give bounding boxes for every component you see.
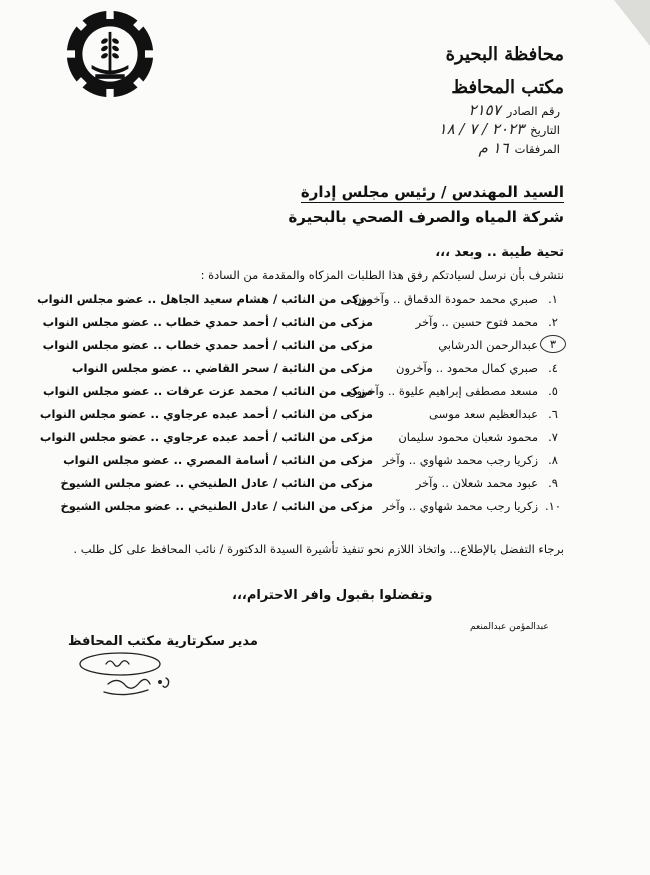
item-number: ٦. bbox=[548, 407, 558, 421]
list-item bbox=[42, 334, 564, 357]
item-applicant: مسعد مصطفى إبراهيم عليوة .. وآخرون bbox=[348, 384, 538, 398]
item-number: ٤. bbox=[548, 361, 558, 375]
issuer-header bbox=[446, 38, 564, 104]
item-endorser: مزكى من النائب / أحمد حمدي خطاب .. عضو مجلس النواب bbox=[42, 338, 373, 352]
addressee-block bbox=[288, 180, 564, 265]
list-item bbox=[43, 380, 564, 403]
salutation: وتفضلوا بقبول وافر الاحترام،،، bbox=[232, 588, 433, 603]
item-endorser: مزكى من النائبة / سحر القاضي .. عضو مجلس النواب bbox=[71, 361, 373, 375]
item-number: ١٠. bbox=[544, 499, 561, 513]
list-item bbox=[39, 403, 564, 426]
list-item bbox=[42, 311, 564, 334]
attachments-row bbox=[439, 139, 560, 158]
item-applicant: محمود شعبان محمود سليمان bbox=[398, 430, 538, 444]
item-endorser: مزكى من النائب / محمد عزت عرفات .. عضو مجلس النواب bbox=[43, 384, 373, 398]
attachments-label: المرفقات bbox=[514, 142, 560, 156]
item-applicant: عبدالعظيم سعد موسى bbox=[428, 407, 538, 421]
item-endorser: مزكى من النائب / هشام سعيد الجاهل .. عضو مجلس النواب bbox=[37, 292, 373, 306]
item-endorser: مزكى من النائب / أحمد عبده عرجاوي .. عضو مجلس النواب bbox=[39, 430, 373, 444]
date-row bbox=[439, 120, 560, 139]
governorate-logo bbox=[64, 8, 156, 100]
item-number-circled: ٣ bbox=[540, 335, 566, 353]
governorate-name: محافظة البحيرة bbox=[445, 44, 564, 65]
item-endorser: مزكى من النائب / أحمد حمدي خطاب .. عضو مجلس النواب bbox=[42, 315, 373, 329]
item-applicant: عبود محمد شعلان .. وآخر bbox=[415, 476, 538, 490]
date-label: التاريخ bbox=[530, 123, 560, 137]
item-endorser: مزكى من النائب / أسامة المصري .. عضو مجلس النواب bbox=[63, 453, 373, 467]
requests-list bbox=[37, 288, 564, 518]
list-item bbox=[60, 357, 564, 380]
list-item bbox=[60, 472, 564, 495]
list-item bbox=[60, 449, 564, 472]
item-endorser: مزكى من النائب / عادل الطنيخي .. عضو مجلس الشيوخ bbox=[60, 476, 373, 490]
addressee-title: السيد المهندس / رئيس مجلس إدارة bbox=[300, 183, 564, 201]
item-number: ١. bbox=[548, 292, 558, 306]
item-endorser: مزكى من النائب / أحمد عبده عرجاوي .. عضو مجلس النواب bbox=[39, 407, 373, 421]
ref-value: ٢١٥٧ bbox=[468, 101, 501, 119]
item-applicant: محمد فتوح حسين .. وآخر bbox=[415, 315, 538, 329]
item-number: ٨. bbox=[548, 453, 558, 467]
greeting: تحية طيبة .. وبعد ،،، bbox=[435, 245, 564, 260]
item-applicant: عبدالرحمن الدرشابي bbox=[438, 338, 538, 352]
list-item bbox=[60, 495, 564, 518]
item-applicant: زكريا رجب محمد شهاوي .. وآخر bbox=[382, 499, 538, 513]
item-number: ٧. bbox=[548, 430, 558, 444]
item-number: ٢. bbox=[548, 315, 558, 329]
item-number: ٩. bbox=[548, 476, 558, 490]
date-value: ٢٠٢٣ / ٧ / ١٨ bbox=[438, 120, 525, 138]
intro-paragraph: نتشرف بأن نرسل لسيادتكم رفق هذا الطلبات المزكاه والمقدمة من السادة : bbox=[200, 268, 564, 282]
ref-row bbox=[439, 101, 560, 120]
handwritten-signature bbox=[78, 648, 188, 703]
item-number: ٥. bbox=[548, 384, 558, 398]
addressee-company: شركة المياه والصرف الصحي بالبحيرة bbox=[288, 208, 564, 226]
prepared-by: عبدالمؤمن عبدالمنعم bbox=[470, 622, 549, 632]
ref-label: رقم الصادر bbox=[506, 104, 560, 118]
signatory-title: مدير سكرتارية مكتب المحافظ bbox=[68, 634, 258, 649]
attachments-value: ١٦ م bbox=[478, 139, 509, 157]
office-name: مكتب المحافظ bbox=[451, 77, 564, 98]
list-item bbox=[39, 426, 564, 449]
list-item bbox=[37, 288, 564, 311]
item-applicant: صبري كمال محمود .. وآخرون bbox=[396, 361, 538, 375]
closing-paragraph: برجاء التفضل بالإطلاع... واتخاذ اللازم نحو تنفيذ تأشيرة السيدة الدكتورة / نائب المحافظ على كل طلب . bbox=[73, 542, 564, 556]
page-fold-shadow bbox=[614, 0, 650, 46]
item-applicant: زكريا رجب محمد شهاوي .. وآخر bbox=[382, 453, 538, 467]
reference-block bbox=[439, 101, 560, 158]
item-applicant: صبري محمد حمودة الدقماق .. وآخرون bbox=[353, 292, 538, 306]
item-endorser: مزكى من النائب / عادل الطنيخي .. عضو مجلس الشيوخ bbox=[60, 499, 373, 513]
